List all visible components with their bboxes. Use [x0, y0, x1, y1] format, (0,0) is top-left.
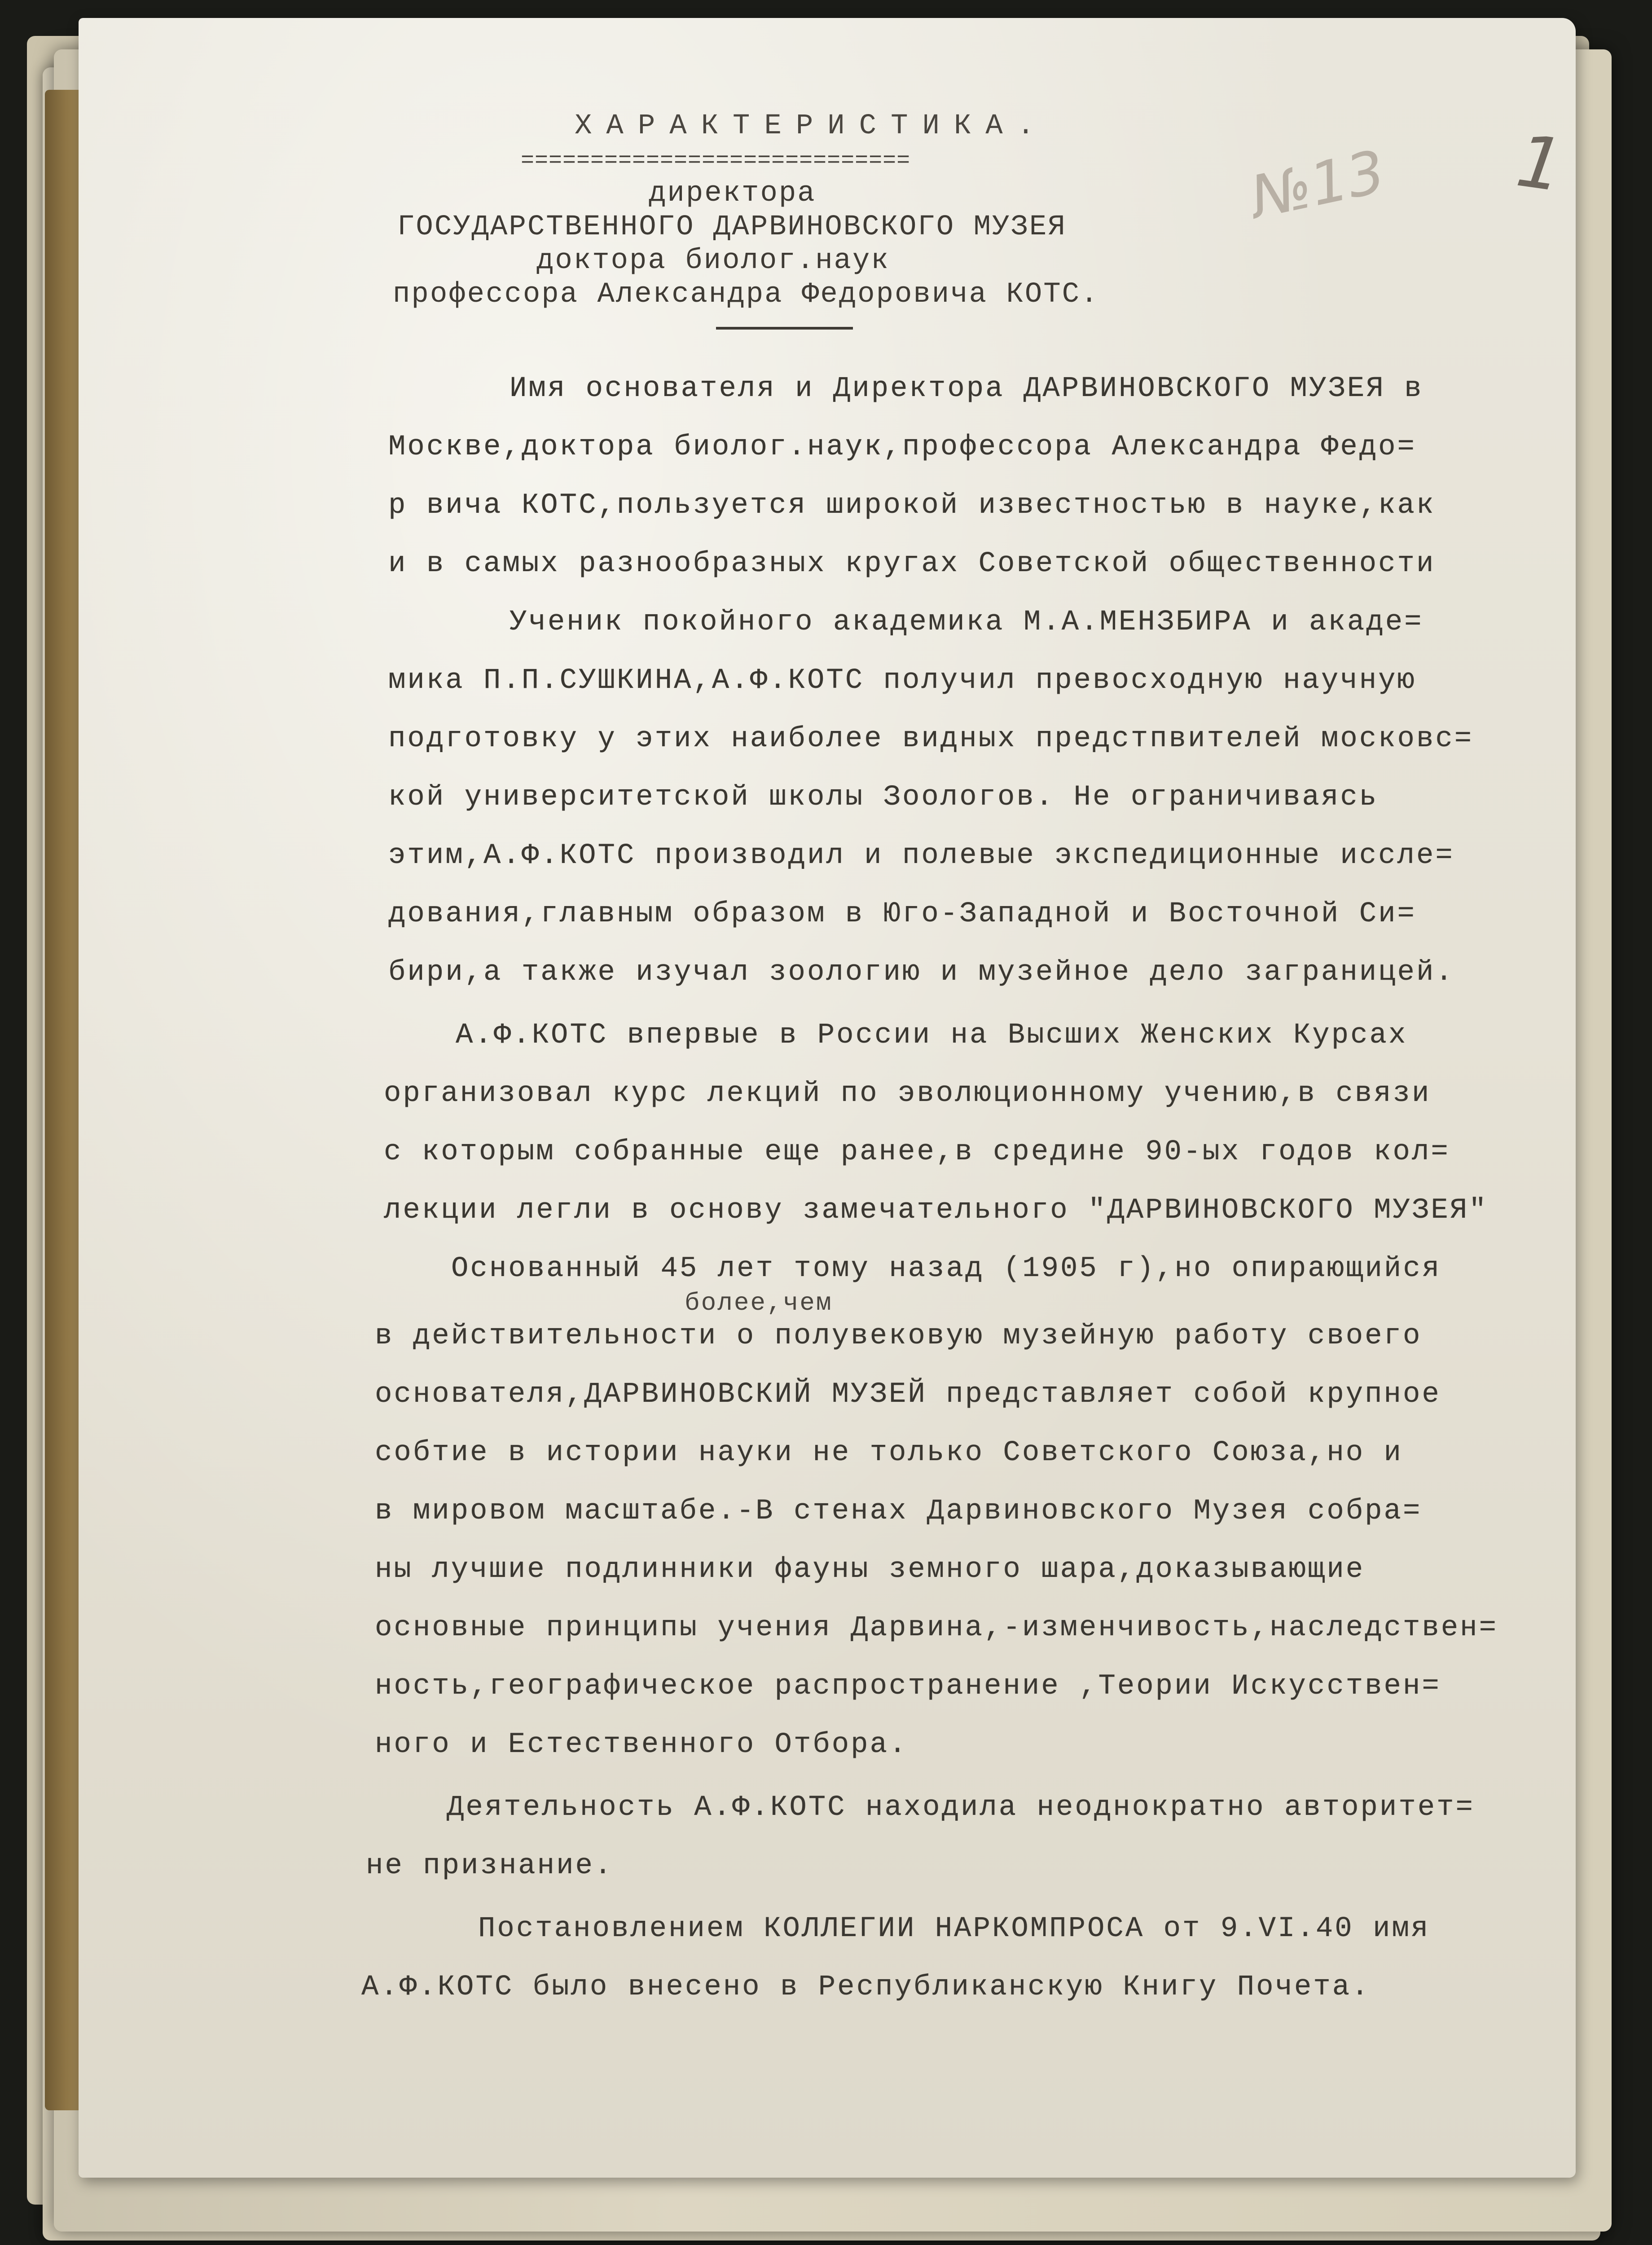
heading-line-3: доктора биолог.наук: [536, 245, 890, 277]
body-line: и в самых разнообразных кругах Советской общественности: [388, 548, 1436, 580]
body-line: Ученик покойного академика М.А.МЕНЗБИРА и акаде=: [510, 606, 1424, 638]
body-line: А.Ф.КОТС впервые в России на Высших Женских Курсах: [456, 1019, 1408, 1052]
body-line: в действительности о полувековую музейную работу своего: [375, 1320, 1422, 1352]
body-line: подготовку у этих наиболее видных предстпвителей московс=: [388, 723, 1474, 755]
body-line: этим,А.Ф.КОТС производил и полевые экспедиционные иссле=: [388, 840, 1454, 872]
heading-underline: [716, 327, 853, 330]
title-double-rule: ============================: [521, 148, 911, 174]
body-line: в мировом масштабе.-В стенах Дарвиновского Музея собра=: [375, 1495, 1422, 1527]
body-line: ность,географическое распространение ,Теории Искусствен=: [375, 1670, 1441, 1703]
body-line: Основанный 45 лет тому назад (1905 г),но опирающийся: [451, 1253, 1441, 1285]
typed-insertion: более,чем: [685, 1289, 833, 1317]
body-line: организовал курс лекций по эволюционному учению,в связи: [384, 1078, 1431, 1110]
heading-line-2: ГОСУДАРСТВЕННОГО ДАРВИНОВСКОГО МУЗЕЯ: [397, 211, 1067, 243]
body-line: не признание.: [366, 1850, 614, 1882]
body-line: Москве,доктора биолог.наук,профессора Александра Федо=: [388, 431, 1416, 463]
body-line: основные принципы учения Дарвина,-изменчивость,наследствен=: [375, 1612, 1498, 1644]
body-line: мика П.П.СУШКИНА,А.Ф.КОТС получил превосходную научную: [388, 665, 1416, 697]
body-line: основателя,ДАРВИНОВСКИЙ МУЗЕЙ представляет собой крупное: [375, 1378, 1441, 1411]
handwritten-page-number: 1: [1511, 118, 1569, 208]
body-line: собтие в истории науки не только Советского Союза,но и: [375, 1437, 1403, 1469]
body-line: Деятельность А.Ф.КОТС находила неоднократно авторитет=: [447, 1792, 1475, 1824]
handwritten-file-number: №13: [1244, 137, 1391, 232]
body-line: ного и Естественного Отбора.: [375, 1729, 908, 1761]
body-line: лекции легли в основу замечательного "ДАРВИНОВСКОГО МУЗЕЯ": [384, 1194, 1488, 1227]
body-line: А.Ф.КОТС было внесено в Республиканскую Книгу Почета.: [361, 1971, 1371, 2003]
body-line: Постановлением КОЛЛЕГИИ НАРКОМПРОСА от 9.VI.40 имя: [478, 1913, 1430, 1945]
heading-line-1: директора: [649, 177, 816, 210]
document-page: [79, 18, 1576, 2178]
body-line: кой университетской школы Зоологов. Не ограничиваясь: [388, 781, 1379, 814]
heading-line-4: профессора Александра Федоровича КОТС.: [393, 278, 1099, 311]
body-line: ны лучшие подлинники фауны земного шара,доказывающие: [375, 1554, 1365, 1586]
document-title: ХАРАКТЕРИСТИКА.: [575, 110, 1049, 142]
body-line: р вича КОТС,пользуется широкой известностью в науке,как: [388, 489, 1436, 522]
body-line: Имя основателя и Директора ДАРВИНОВСКОГО МУЗЕЯ в: [510, 373, 1424, 405]
typed-document: [79, 18, 1576, 2178]
body-line: бири,а также изучал зоологию и музейное дело заграницей.: [388, 956, 1454, 989]
body-line: дования,главным образом в Юго-Западной и Восточной Си=: [388, 898, 1416, 930]
body-line: с которым собранные еще ранее,в средине 90-ых годов кол=: [384, 1136, 1450, 1168]
